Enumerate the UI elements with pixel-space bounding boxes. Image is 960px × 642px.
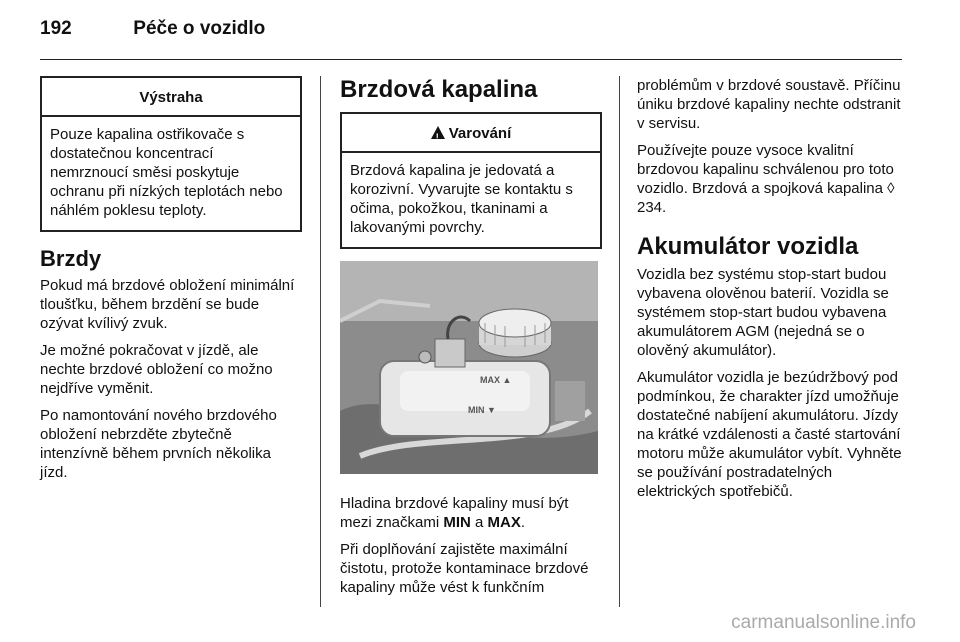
- paragraph: Používejte pouze vysoce kvalitní brzdovou kapalinu schválenou pro toto vozidlo. Brzdová a spojková kapalina ◊ 234.: [637, 142, 895, 216]
- battery-heading: Akumulátor vozidla: [637, 233, 859, 260]
- brake-fluid-heading: Brzdová kapalina: [340, 76, 538, 103]
- paragraph: Při doplňování zajistěte maximální čistotu, protože kontaminace brzdové kapaliny může vést k funkčním: [340, 541, 589, 596]
- warning-header: [342, 114, 600, 153]
- paragraph: Je možné pokračovat v jízdě, ale nechte brzdové obložení co možno nejdříve vyměnit.: [40, 342, 273, 397]
- section-title: Péče o vozidlo: [133, 18, 266, 39]
- watermark: carmanualsonline.info: [731, 612, 916, 633]
- paragraph: Po namontování nového brzdového obložení nebrzděte zbytečně intenzívně během prvních několika jízd.: [40, 407, 277, 481]
- reservoir-illustration: [340, 261, 598, 474]
- column-1: [40, 76, 302, 490]
- max-label: MAX: [487, 514, 521, 531]
- paragraph: problémům v brzdové soustavě. Příčinu úniku brzdové kapaliny nechte odstranit v servisu.: [637, 77, 901, 132]
- caution-text: Pouze kapalina ostřikovače s dostatečnou koncentrací nemrznoucí směsi poskytuje ochranu při nízkých teplotách nebo náhlém poklesu teploty.: [50, 126, 283, 219]
- min-label: MIN: [443, 514, 471, 531]
- warning-triangle-icon: [431, 126, 445, 139]
- min-mark-label: MIN ▼: [468, 405, 496, 415]
- paragraph: Akumulátor vozidla je bezúdržbový pod podmínkou, že charakter jízd umožňuje dostatečné nabíjení akumulátoru. Jízdy na krátké vzdálenosti a časté startování motoru může akumulátor vybít. Vyhněte se používání postradatelných elektrických spotřebičů.: [637, 369, 902, 500]
- page-number: 192: [40, 18, 72, 39]
- warning-box: [340, 112, 602, 249]
- column-divider-2: [619, 76, 620, 607]
- warning-title: Varování: [448, 125, 512, 142]
- warning-text: Brzdová kapalina je jedovatá a korozivní. Vyvarujte se kontaktu s očima, pokožkou, tkaninami a lakovanými povrchy.: [350, 162, 573, 236]
- column-3: [637, 76, 903, 509]
- paragraph: Pokud má brzdové obložení minimální tloušťku, během brzdění se bude ozývat kvílivý zvuk.: [40, 277, 295, 332]
- max-mark-label: MAX ▲: [480, 375, 512, 385]
- brake-fluid-reservoir-photo: [340, 261, 598, 474]
- paragraph: Hladina brzdové kapaliny musí být mezi značkami MIN a MAX.: [340, 495, 569, 531]
- caution-title: Výstraha: [42, 78, 300, 117]
- brakes-heading: Brzdy: [40, 246, 102, 271]
- caution-box: [40, 76, 302, 232]
- column-2: [340, 76, 602, 605]
- paragraph: Vozidla bez systému stop-start budou vybavena olověnou baterií. Vozidla se systémem stop-start budou vybavena akumulátorem AGM (nejedná se o olověný akumulátor).: [637, 266, 889, 359]
- column-divider-1: [320, 76, 321, 607]
- header-rule: [40, 59, 902, 60]
- page-header: [40, 18, 265, 40]
